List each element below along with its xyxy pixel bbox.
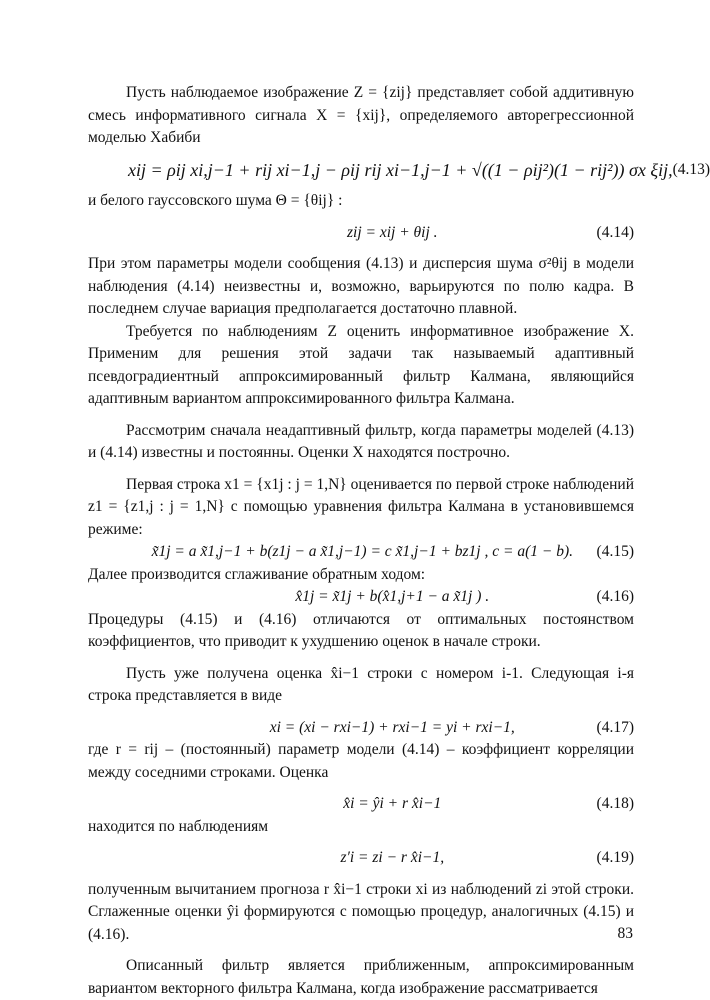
paragraph-conclusion: Описанный фильтр является приближенным, аппроксимированным вариантом векторного фильтра Калмана, когда изображение рассматривается	[88, 957, 634, 997]
paragraph-first-row: Первая строка x1 = {x1j : j = 1,N} оценивается по первой строке наблюдений z1 = {z1,j : j = 1,N} с помощью уравнения фильтра Калмана в установившемся режиме:	[88, 475, 634, 538]
equation-4-13-formula: xij = ρij xi,j−1 + rij xi−1,j − ρij rij xi−1,j−1 + √((1 − ρij²)(1 − rij²)) σx ξij,	[128, 159, 673, 180]
equation-4-14-formula: zij = xij + θij .	[347, 223, 438, 241]
paragraph-next-row: Пусть уже получена оценка x̂i−1 строки с номером i-1. Следующая i-я строка представляется в виде	[88, 664, 634, 704]
equation-4-13-number: (4.13)	[672, 160, 710, 178]
equation-4-14	[88, 222, 634, 245]
equation-4-16	[88, 586, 634, 609]
paragraph-prediction: полученным вычитанием прогноза r x̂i−1 строки xi из наблюдений zi этой строки. Сглаженные оценки ŷi формируются с помощью процедур, аналогичных (4.15) и (4.16).	[88, 880, 634, 943]
paragraph-observations: находится по наблюдениям	[88, 817, 269, 835]
equation-4-19-number: (4.19)	[596, 849, 634, 866]
equation-4-14-number: (4.14)	[596, 223, 634, 241]
equation-4-16-number: (4.16)	[596, 588, 634, 605]
paragraph-correlation: где r = rij – (постоянный) параметр модели (4.14) – коэффициент корреляции между соседними строками. Оценка	[88, 741, 634, 781]
page-number: 83	[617, 925, 633, 942]
paragraph-smoothing: Далее производится сглаживание обратным ходом:	[88, 565, 426, 583]
equation-4-17	[88, 717, 634, 740]
paragraph-task: Требуется по наблюдениям Z оценить информативное изображение X. Применим для решения этой задачи так называемый адаптивный псевдоградиентный аппроксимированный фильтр Калмана, являющийся адаптивным вариантом аппроксимированного фильтра Калмана.	[88, 322, 634, 407]
paragraph-intro: Пусть наблюдаемое изображение Z = {zij} представляет собой аддитивную смесь информативного сигнала X = {xij}, определяемого авторегрессионной моделью Хабиби	[88, 84, 634, 146]
equation-4-17-number: (4.17)	[596, 718, 634, 736]
equation-4-16-formula: x̂1j = x̃1j + b(x̂1,j+1 − a x̃1j ) .	[295, 588, 490, 605]
paragraph-noise: и белого гауссовского шума Θ = {θij} :	[88, 192, 343, 209]
equation-4-18-formula: x̂i = ŷi + r x̂i−1	[343, 795, 442, 812]
equation-4-19	[88, 847, 634, 870]
equation-4-13	[88, 159, 710, 182]
paragraph-parameters: При этом параметры модели сообщения (4.13) и дисперсия шума σ²θij в модели наблюдения (4.14) неизвестны и, возможно, варьируются по полю кадра. В последнем случае вариация предполагается достаточно плавной.	[88, 255, 634, 317]
paragraph-nonadaptive: Рассмотрим сначала неадаптивный фильтр, когда параметры моделей (4.13) и (4.14) известны и постоянны. Оценки X находятся построчно.	[88, 421, 634, 461]
equation-4-15-formula: x̃1j = a x̃1,j−1 + b(z1j − a x̃1,j−1) = c x̃1,j−1 + bz1j , c = a(1 − b).	[151, 543, 573, 560]
equation-4-17-formula: xi = (xi − rxi−1) + rxi−1 = yi + rxi−1,	[269, 718, 515, 736]
equation-4-15	[88, 541, 634, 564]
equation-4-18	[88, 793, 634, 816]
equation-4-19-formula: z′i = zi − r x̂i−1,	[340, 849, 445, 866]
paragraph-procedures: Процедуры (4.15) и (4.16) отличаются от оптимальных постоянством коэффициентов, что приводит к ухудшению оценок в начале строки.	[88, 610, 634, 650]
page-content	[88, 82, 710, 1000]
equation-4-15-number: (4.15)	[596, 543, 634, 560]
equation-4-18-number: (4.18)	[596, 795, 634, 812]
